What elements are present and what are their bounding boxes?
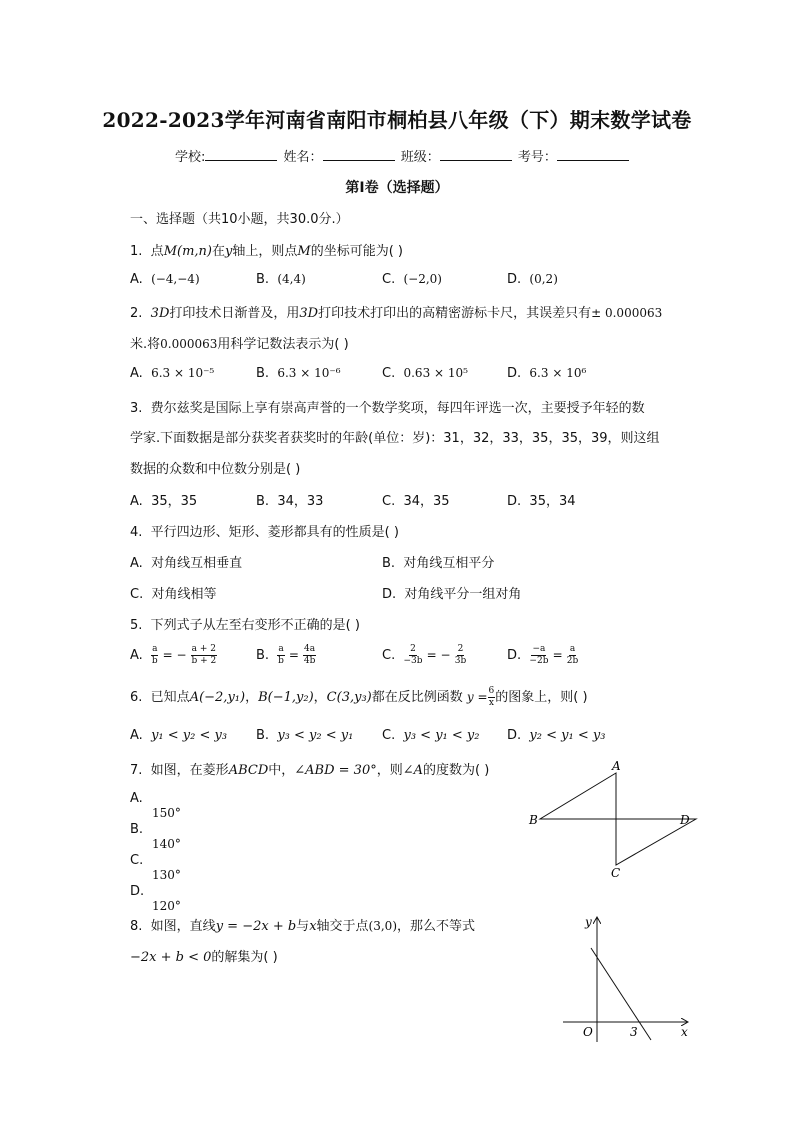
school-blank[interactable] xyxy=(205,149,277,161)
q2-option-a[interactable]: A. 6.3 × 10⁻⁵ xyxy=(130,366,215,381)
q5-option-b[interactable]: B. $\frac{a}{b}$ = $\frac{4a}{4b}$ xyxy=(256,644,316,666)
q4-option-c[interactable]: C. 对角线相等 xyxy=(130,587,217,602)
q1-option-a[interactable]: A. (−4,−4) xyxy=(130,272,200,287)
question-2-line2: 米.将0.000063用科学记数法表示为( ) xyxy=(130,337,349,352)
exam-no-label: 考号： xyxy=(517,150,557,165)
q3-option-d[interactable]: D. 35，34 xyxy=(507,494,576,509)
y-axis-label: y xyxy=(585,915,592,929)
section-title: 第I卷（选择题） xyxy=(345,180,449,196)
q1-option-b[interactable]: B. (4,4) xyxy=(256,272,306,287)
line-graph-figure xyxy=(555,908,695,1048)
school-label: 学校: xyxy=(175,150,206,165)
q5-option-d[interactable]: D. $\frac{-a}{-2b}$ = $\frac{a}{2b}$ xyxy=(507,644,579,666)
q6-option-a[interactable]: A. y₁ < y₂ < y₃ xyxy=(130,728,228,743)
q5-option-a[interactable]: A. $\frac{a}{b}$ = − $\frac{a + 2}{b + 2}$ xyxy=(130,644,217,666)
name-label: 姓名： xyxy=(283,150,323,165)
question-8-line2: −2x + b < 0的解集为( ) xyxy=(130,950,278,965)
label-c: C xyxy=(611,866,621,880)
question-7: 7. 如图，在菱形ABCD中，∠ABD = 30°，则∠A的度数为( ) xyxy=(130,763,490,778)
question-3-line1: 3. 费尔兹奖是国际上享有崇高声誉的一个数学奖项，每四年评选一次，主要授予年轻的数 xyxy=(130,401,645,416)
label-a: A xyxy=(612,759,621,773)
line-y-eq-neg2x-plus-b xyxy=(591,948,651,1040)
intercept-label: 3 xyxy=(630,1025,638,1039)
x-axis-label: x xyxy=(681,1025,688,1039)
student-info-line xyxy=(175,146,631,165)
exam-no-blank[interactable] xyxy=(557,149,629,161)
q1-option-c[interactable]: C. (−2,0) xyxy=(382,272,442,287)
q7-option-b[interactable]: B. 140° xyxy=(130,822,181,851)
q4-option-b[interactable]: B. 对角线互相平分 xyxy=(382,556,495,571)
q6-option-d[interactable]: D. y₂ < y₁ < y₃ xyxy=(507,728,606,743)
q2-option-b[interactable]: B. 6.3 × 10⁻⁶ xyxy=(256,366,341,381)
question-8-line1: 8. 如图，直线y = −2x + b与x轴交于点(3,0)，那么不等式 xyxy=(130,919,476,934)
q5-option-c[interactable]: C. $\frac{2}{-3b}$ = − $\frac{2}{3b}$ xyxy=(382,644,467,666)
label-d: D xyxy=(680,813,690,827)
q3-option-c[interactable]: C. 34，35 xyxy=(382,494,450,509)
q3-option-b[interactable]: B. 34，33 xyxy=(256,494,324,509)
q4-option-d[interactable]: D. 对角线平分一组对角 xyxy=(382,587,522,602)
q7-option-c[interactable]: C. 130° xyxy=(130,853,181,882)
question-6: 6. 已知点A(−2,y₁)，B(−1,y₂)，C(3,y₃)都在反比例函数 y = $\frac{6}{x}$ 的图象上，则( ) xyxy=(130,686,588,708)
q1-option-d[interactable]: D. (0,2) xyxy=(507,272,558,287)
label-b: B xyxy=(529,813,538,827)
question-1: 1. 点M(m,n)在y轴上，则点M的坐标可能为( ) xyxy=(130,244,403,259)
rhombus-figure xyxy=(520,755,700,880)
q6-option-c[interactable]: C. y₃ < y₁ < y₂ xyxy=(382,728,480,743)
q2-option-d[interactable]: D. 6.3 × 10⁶ xyxy=(507,366,587,381)
question-4: 4. 平行四边形、矩形、菱形都具有的性质是( ) xyxy=(130,525,399,540)
part1-header: 一、选择题（共10小题，共30.0分.） xyxy=(130,212,349,227)
origin-label: O xyxy=(583,1025,593,1039)
class-label: 班级： xyxy=(400,150,440,165)
q6-option-b[interactable]: B. y₃ < y₂ < y₁ xyxy=(256,728,354,743)
q3-option-a[interactable]: A. 35，35 xyxy=(130,494,198,509)
exam-title: 2022-2023学年河南省南阳市桐柏县八年级（下）期末数学试卷 xyxy=(102,108,692,132)
question-2-line1: 2. 3D打印技术日渐普及，用3D打印技术打印出的高精密游标卡尺，其误差只有± 0.000063 xyxy=(130,306,663,321)
q2-option-c[interactable]: C. 0.63 × 10⁵ xyxy=(382,366,468,381)
question-3-line2: 学家.下面数据是部分获奖者获奖时的年龄(单位：岁)：31，32，33，35，35，39，则这组 xyxy=(130,431,660,446)
name-blank[interactable] xyxy=(323,149,395,161)
question-3-line3: 数据的众数和中位数分别是( ) xyxy=(130,462,301,477)
question-5: 5. 下列式子从左至右变形不正确的是( ) xyxy=(130,618,360,633)
q7-option-a[interactable]: A. 150° xyxy=(130,791,181,820)
class-blank[interactable] xyxy=(440,149,512,161)
q4-option-a[interactable]: A. 对角线互相垂直 xyxy=(130,556,243,571)
q7-option-d[interactable]: D. 120° xyxy=(130,884,181,913)
